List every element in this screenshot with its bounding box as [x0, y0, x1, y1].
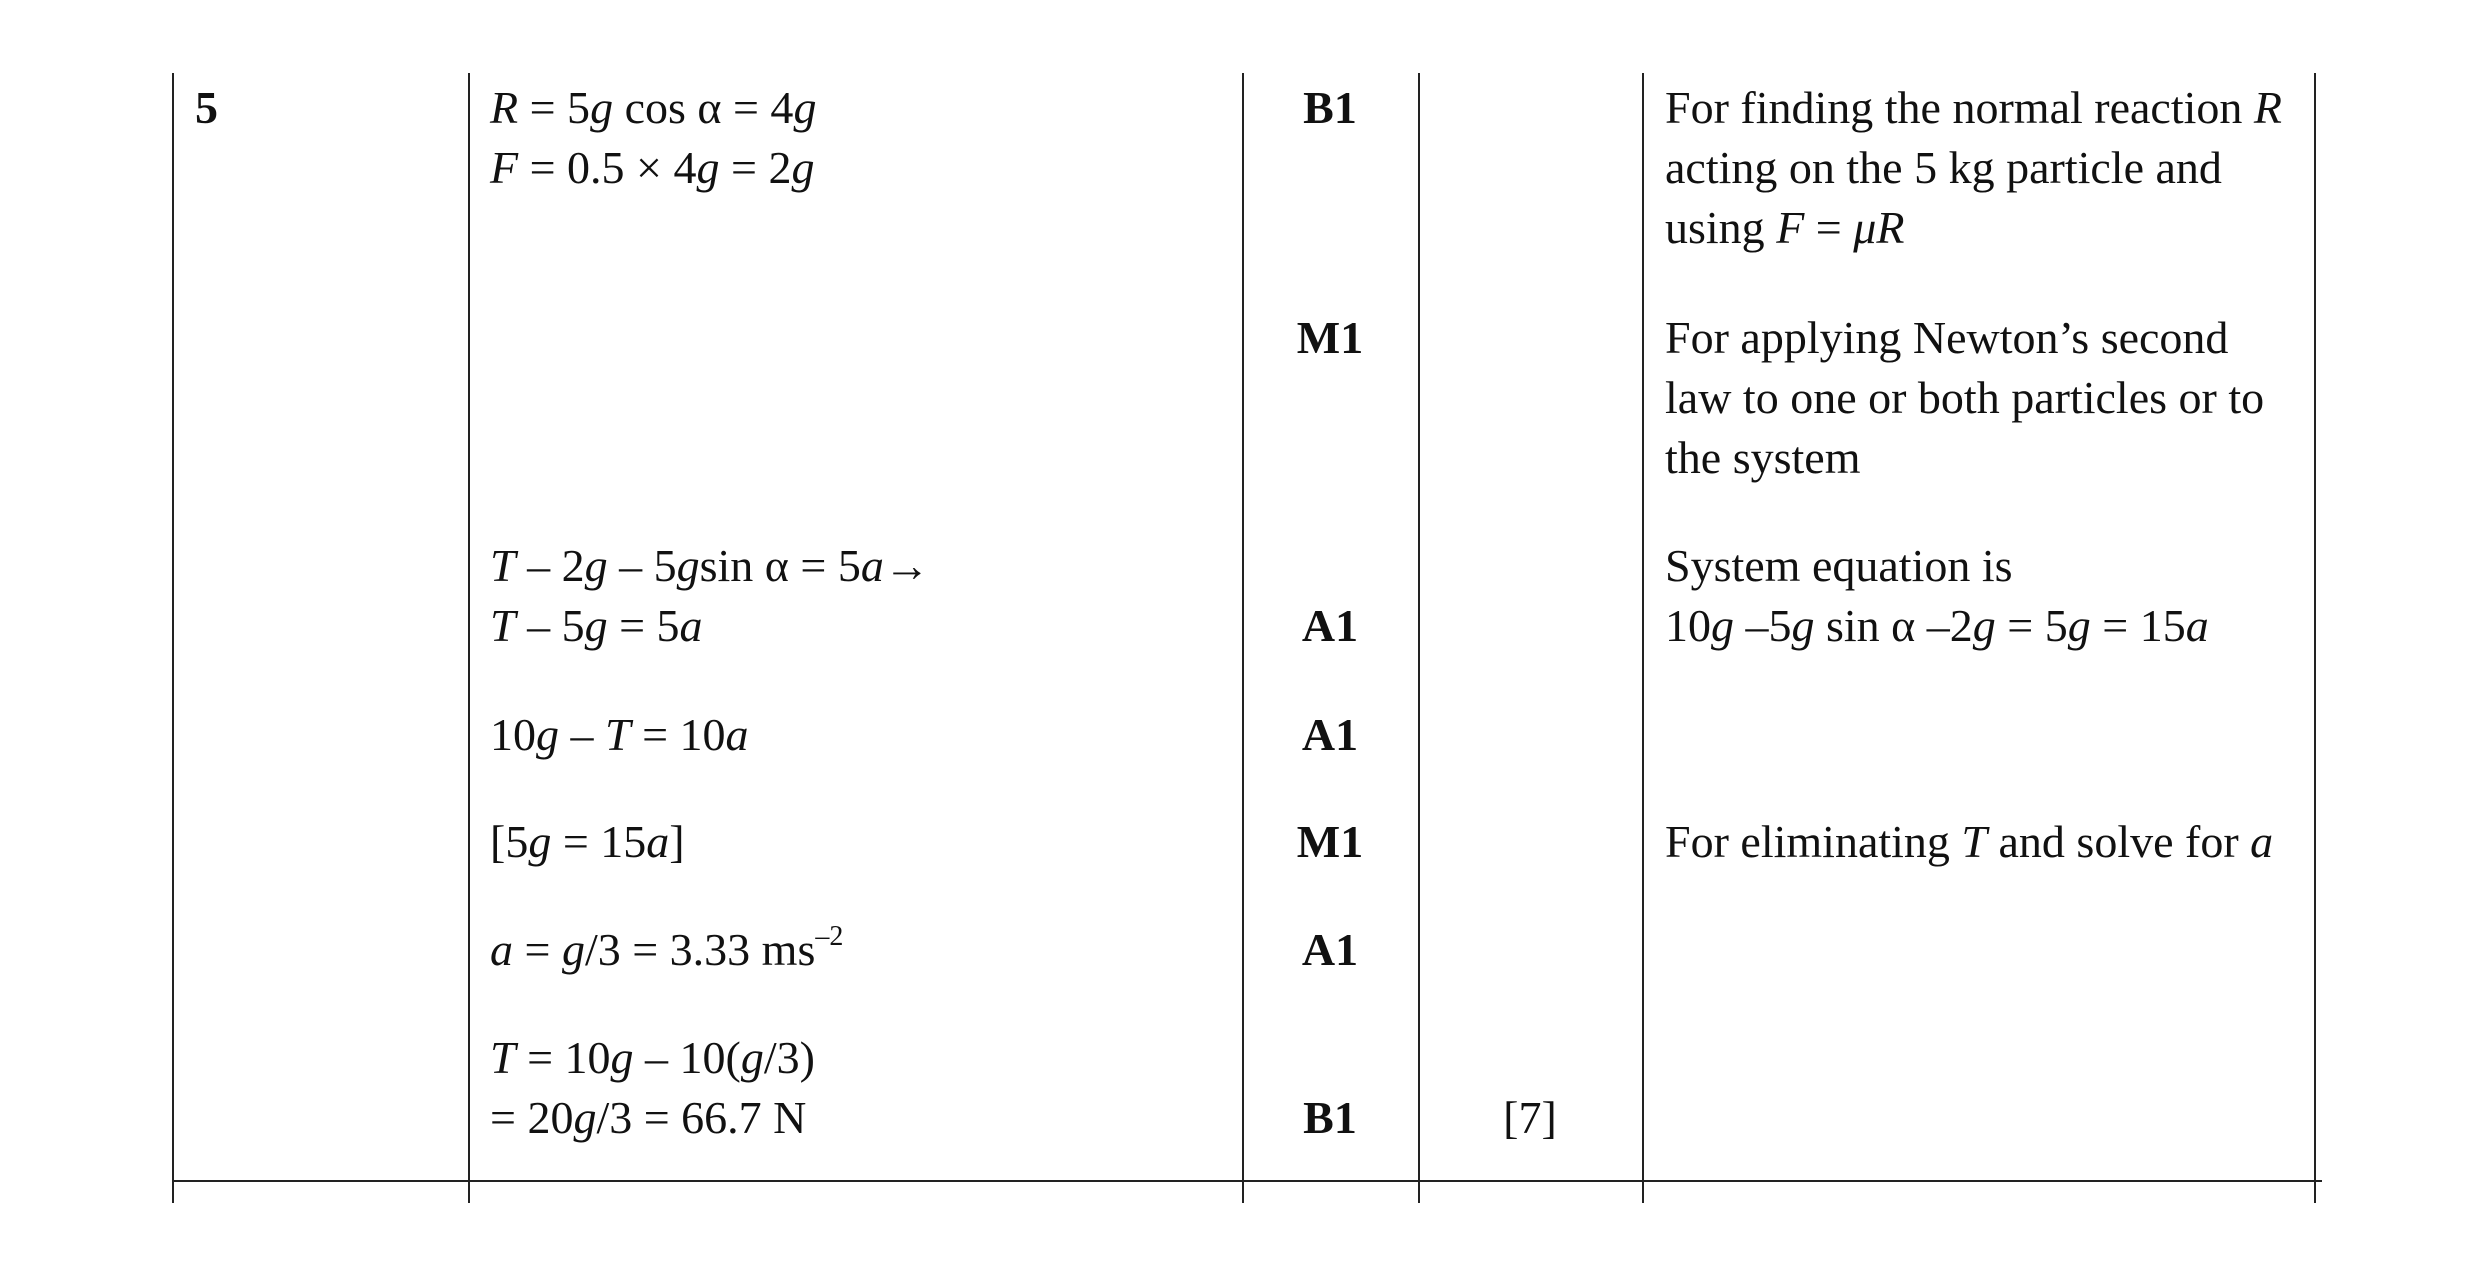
working-line: T = 10g – 10(g/3): [490, 1032, 815, 1083]
column-divider-2: [1242, 73, 1244, 1203]
table-border-left: [172, 73, 174, 1203]
guidance-line: For applying Newton’s second: [1665, 312, 2229, 363]
guidance-line: 10g –5g sin α –2g = 5g = 15a: [1665, 600, 2209, 651]
working-line: R = 5g cos α = 4g: [490, 82, 817, 133]
total-marks: [7]: [1503, 1092, 1557, 1143]
guidance-line: For eliminating T and solve for a: [1665, 816, 2274, 867]
guidance-line: law to one or both particles or to: [1665, 372, 2265, 423]
working-line: T – 5g = 5a: [490, 600, 703, 651]
guidance-line: For finding the normal reaction R: [1665, 82, 2283, 133]
mark-code: A1: [1301, 600, 1359, 651]
working-line: F = 0.5 × 4g = 2g: [490, 142, 815, 193]
table-bottom-rule: [172, 1180, 2322, 1182]
table-border-right: [2314, 73, 2316, 1203]
column-divider-1: [468, 73, 470, 1203]
working-line: = 20g/3 = 66.7 N: [490, 1092, 807, 1143]
question-number: 5: [195, 82, 218, 133]
mark-code: A1: [1301, 924, 1359, 975]
working-line: 10g – T = 10a: [490, 709, 749, 760]
guidance-line: acting on the 5 kg particle and: [1665, 142, 2222, 193]
mark-code: M1: [1296, 816, 1364, 867]
working-line: T – 2g – 5gsin α = 5a→: [490, 540, 930, 591]
mark-code: A1: [1301, 709, 1359, 760]
guidance-line: using F = μR: [1665, 202, 1905, 253]
column-divider-4: [1642, 73, 1644, 1203]
working-line: [5g = 15a]: [490, 816, 685, 867]
guidance-line: System equation is: [1665, 540, 2013, 591]
mark-code: M1: [1296, 312, 1364, 363]
working-line: a = g/3 = 3.33 $ms^{-2}$: [490, 921, 844, 975]
mark-code: B1: [1303, 82, 1357, 133]
column-divider-3: [1418, 73, 1420, 1203]
guidance-line: the system: [1665, 432, 1861, 483]
mark-code: B1: [1303, 1092, 1357, 1143]
